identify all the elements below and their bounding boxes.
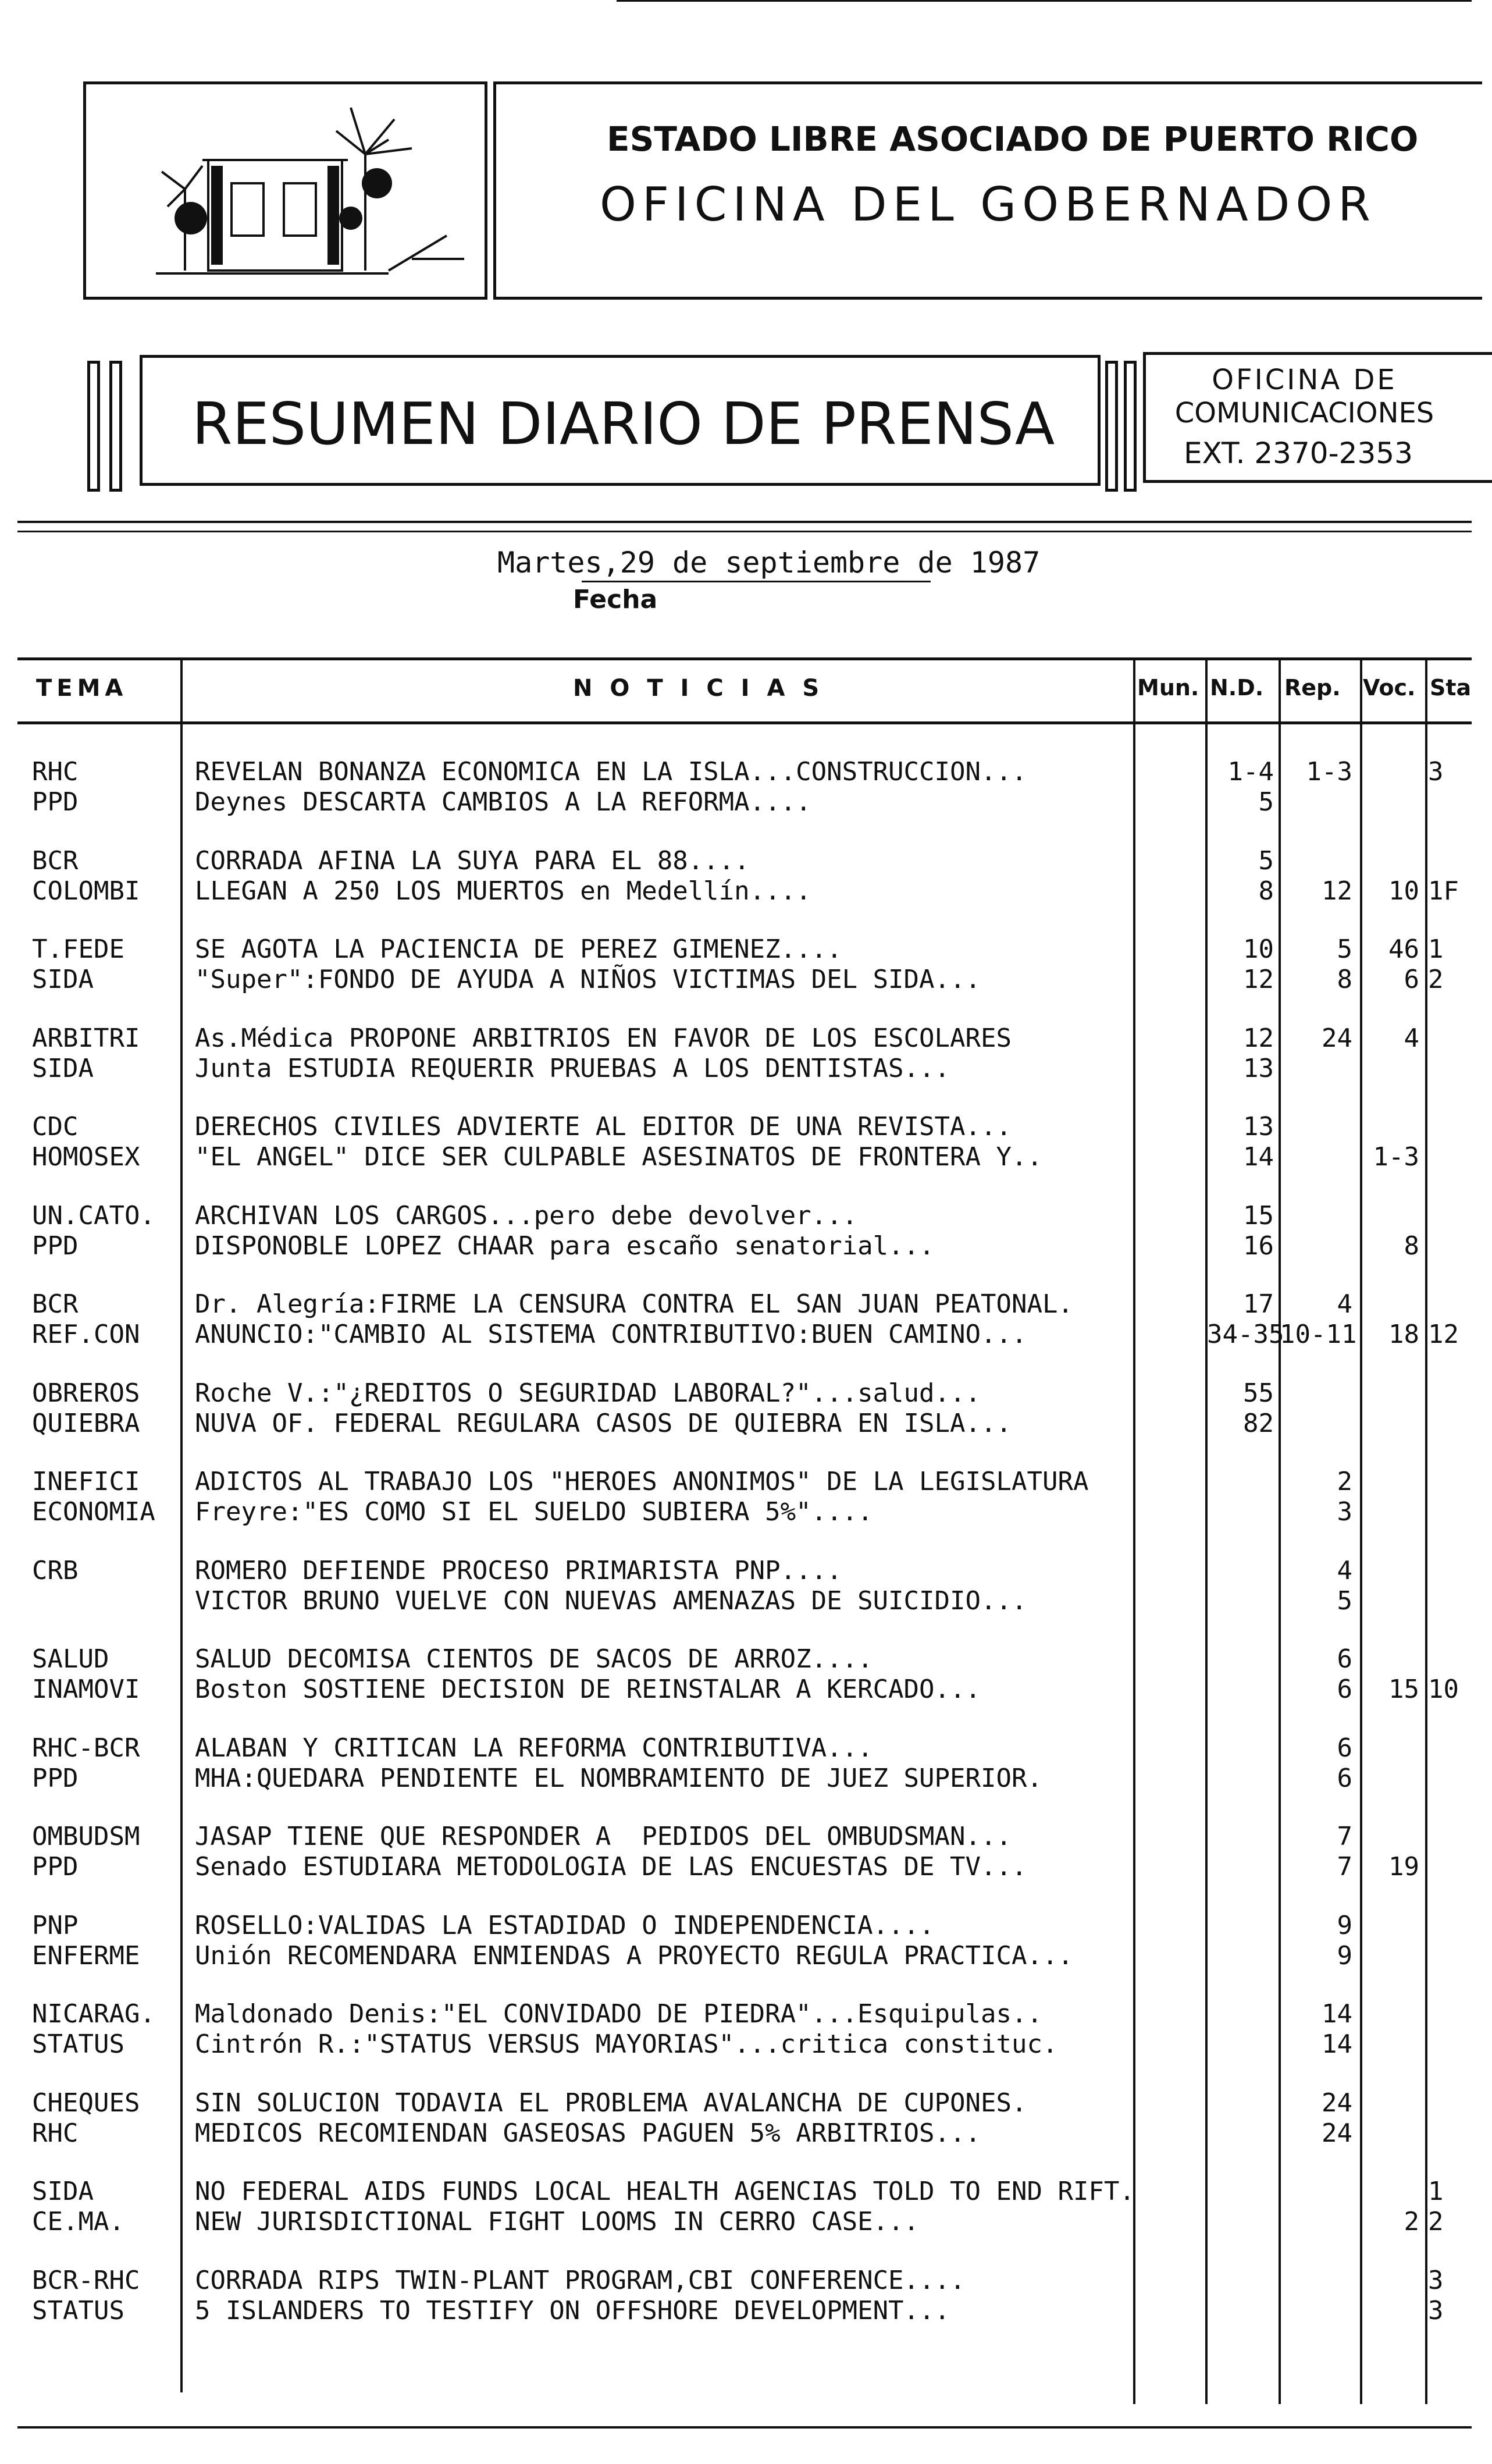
cell-noticia: Senado ESTUDIARA METODOLOGIA DE LAS ENCUESTAS DE TV... [195,1852,1027,1882]
cell-tema: CHEQUES [32,2088,140,2118]
cell-noticia: Maldonado Denis:"EL CONVIDADO DE PIEDRA"...Esquipulas.. [195,1999,1042,2029]
cell-tema: RHC [32,757,79,787]
cell-rep: 12 [1322,876,1352,906]
cell-tema: SIDA [32,2177,94,2206]
cell-nd: 12 [1243,965,1274,994]
cell-sta: 1F [1428,876,1459,906]
cell-noticia: Cintrón R.:"STATUS VERSUS MAYORIAS"...critica constituc. [195,2029,1058,2059]
cell-noticia: NEW JURISDICTIONAL FIGHT LOOMS IN CERRO CASE... [195,2207,920,2237]
cell-rep: 6 [1337,1644,1352,1674]
cell-noticia: NUVA OF. FEDERAL REGULARA CASOS DE QUIEBRA EN ISLA... [195,1409,1012,1438]
cell-noticia: DISPONOBLE LOPEZ CHAAR para escaño senatorial... [195,1231,935,1261]
cell-noticia: CORRADA RIPS TWIN-PLANT PROGRAM,CBI CONFERENCE.... [195,2266,966,2295]
cell-tema: NICARAG. [32,1999,155,2029]
header-voc: Voc. [1363,675,1416,701]
cell-tema: CRB [32,1556,79,1585]
cell-tema: CE.MA. [32,2207,124,2237]
cell-noticia: ANUNCIO:"CAMBIO AL SISTEMA CONTRIBUTIVO:BUEN CAMINO... [195,1320,1027,1349]
cell-noticia: ALABAN Y CRITICAN LA REFORMA CONTRIBUTIVA... [195,1733,873,1763]
cell-noticia: REVELAN BONANZA ECONOMICA EN LA ISLA...CONSTRUCCION... [195,757,1027,787]
cell-noticia: Freyre:"ES COMO SI EL SUELDO SUBIERA 5%".... [195,1497,873,1527]
cell-nd: 8 [1258,876,1274,906]
cell-noticia: SE AGOTA LA PACIENCIA DE PEREZ GIMENEZ.... [195,934,842,964]
cell-noticia: 5 ISLANDERS TO TESTIFY ON OFFSHORE DEVELOPMENT... [195,2296,950,2326]
cell-tema: HOMOSEX [32,1142,140,1172]
cell-nd: 12 [1243,1023,1274,1053]
cell-tema: PNP [32,1911,79,1940]
cell-noticia: SIN SOLUCION TODAVIA EL PROBLEMA AVALANCHA DE CUPONES. [195,2088,1027,2118]
cell-rep: 8 [1337,965,1352,994]
cell-noticia: Dr. Alegría:FIRME LA CENSURA CONTRA EL SAN JUAN PEATONAL. [195,1289,1073,1319]
cell-tema: BCR [32,1289,79,1319]
cell-voc: 2 [1404,2207,1419,2237]
cell-tema: SIDA [32,1054,94,1083]
cell-sta: 3 [1428,757,1444,787]
cell-sta: 3 [1428,2266,1444,2295]
cell-tema: BCR-RHC [32,2266,140,2295]
cell-rep: 7 [1337,1822,1352,1851]
cell-rep: 14 [1322,2029,1352,2059]
comms-line1: OFICINA DE [1212,364,1397,396]
state-name: ESTADO LIBRE ASOCIADO DE PUERTO RICO [607,119,1419,159]
cell-tema: UN.CATO. [32,1201,155,1231]
cell-tema: PPD [32,1852,79,1882]
cell-tema: ENFERME [32,1941,140,1971]
cell-tema: ARBITRI [32,1023,140,1053]
banner-title: RESUMEN DIARIO DE PRENSA [192,390,1055,458]
cell-tema: QUIEBRA [32,1409,140,1438]
cell-noticia: "Super":FONDO DE AYUDA A NIÑOS VICTIMAS DEL SIDA... [195,965,981,994]
cell-nd: 5 [1258,787,1274,817]
cell-rep: 1-3 [1306,757,1352,787]
cell-noticia: Boston SOSTIENE DECISION DE REINSTALAR A KERCADO... [195,1674,981,1704]
cell-rep: 10-11 [1280,1320,1357,1349]
cell-noticia: ROSELLO:VALIDAS LA ESTADIDAD O INDEPENDENCIA.... [195,1911,935,1940]
cell-nd: 1-4 [1227,757,1274,787]
cell-noticia: Roche V.:"¿REDITOS O SEGURIDAD LABORAL?"...salud... [195,1378,981,1408]
cell-rep: 2 [1337,1467,1352,1496]
cell-noticia: ADICTOS AL TRABAJO LOS "HEROES ANONIMOS" DE LA LEGISLATURA [195,1467,1089,1496]
cell-tema: PPD [32,787,79,817]
cell-rep: 6 [1337,1733,1352,1763]
cell-noticia: MEDICOS RECOMIENDAN GASEOSAS PAGUEN 5% ARBITRIOS... [195,2118,981,2148]
cell-tema: BCR [32,846,79,876]
cell-rep: 3 [1337,1497,1352,1527]
cell-voc: 10 [1388,876,1419,906]
cell-sta: 10 [1428,1674,1459,1704]
cell-noticia: DERECHOS CIVILES ADVIERTE AL EDITOR DE UNA REVISTA... [195,1112,1012,1142]
cell-nd: 16 [1243,1231,1274,1261]
cell-tema: INAMOVI [32,1674,140,1704]
cell-noticia: ROMERO DEFIENDE PROCESO PRIMARISTA PNP.... [195,1556,842,1585]
cell-nd: 13 [1243,1054,1274,1083]
cell-noticia: VICTOR BRUNO VUELVE CON NUEVAS AMENAZAS DE SUICIDIO... [195,1586,1027,1616]
cell-tema: PPD [32,1763,79,1793]
cell-nd: 5 [1258,846,1274,876]
cell-rep: 14 [1322,1999,1352,2029]
cell-rep: 24 [1322,1023,1352,1053]
cell-noticia: LLEGAN A 250 LOS MUERTOS en Medellín.... [195,876,811,906]
cell-rep: 24 [1322,2088,1352,2118]
cell-sta: 2 [1428,965,1444,994]
cell-sta: 2 [1428,2207,1444,2237]
cell-noticia: "EL ANGEL" DICE SER CULPABLE ASESINATOS DE FRONTERA Y.. [195,1142,1042,1172]
comms-extension: EXT. 2370-2353 [1184,436,1413,470]
cell-rep: 4 [1337,1556,1352,1585]
cell-sta: 3 [1428,2296,1444,2326]
cell-voc: 8 [1404,1231,1419,1261]
cell-voc: 19 [1388,1852,1419,1882]
cell-nd: 13 [1243,1112,1274,1142]
cell-tema: CDC [32,1112,79,1142]
cell-rep: 9 [1337,1941,1352,1971]
cell-voc: 4 [1404,1023,1419,1053]
cell-sta: 1 [1428,934,1444,964]
cell-tema: ECONOMIA [32,1497,155,1527]
cell-noticia: MHA:QUEDARA PENDIENTE EL NOMBRAMIENTO DE JUEZ SUPERIOR. [195,1763,1042,1793]
cell-nd: 14 [1243,1142,1274,1172]
cell-rep: 7 [1337,1852,1352,1882]
cell-tema: SIDA [32,965,94,994]
cell-noticia: As.Médica PROPONE ARBITRIOS EN FAVOR DE LOS ESCOLARES [195,1023,1012,1053]
cell-rep: 6 [1337,1763,1352,1793]
cell-noticia: NO FEDERAL AIDS FUNDS LOCAL HEALTH AGENCIAS TOLD TO END RIFT. [195,2177,1135,2206]
cell-rep: 6 [1337,1674,1352,1704]
cell-noticia: Unión RECOMENDARA ENMIENDAS A PROYECTO REGULA PRACTICA... [195,1941,1073,1971]
comms-line2: COMUNICACIONES [1174,397,1434,429]
header-tema: TEMA [36,675,128,702]
cell-rep: 5 [1337,934,1352,964]
cell-voc: 6 [1404,965,1419,994]
cell-voc: 1-3 [1373,1142,1419,1172]
cell-rep: 24 [1322,2118,1352,2148]
cell-nd: 10 [1243,934,1274,964]
cell-nd: 55 [1243,1378,1274,1408]
cell-nd: 17 [1243,1289,1274,1319]
cell-tema: RHC-BCR [32,1733,140,1763]
header-nd: N.D. [1210,675,1264,701]
cell-nd: 82 [1243,1409,1274,1438]
cell-tema: RHC [32,2118,79,2148]
cell-tema: T.FEDE [32,934,124,964]
header-sta: Sta [1430,675,1472,701]
cell-nd: 15 [1243,1201,1274,1231]
office-name: OFICINA DEL GOBERNADOR [600,177,1376,232]
cell-rep: 9 [1337,1911,1352,1940]
cell-sta: 1 [1428,2177,1444,2206]
cell-noticia: JASAP TIENE QUE RESPONDER A PEDIDOS DEL OMBUDSMAN... [195,1822,1012,1851]
cell-noticia: SALUD DECOMISA CIENTOS DE SACOS DE ARROZ.... [195,1644,873,1674]
cell-rep: 4 [1337,1289,1352,1319]
header-rep: Rep. [1284,675,1341,701]
cell-tema: OMBUDSM [32,1822,140,1851]
date-label: Fecha [573,585,658,614]
cell-tema: COLOMBI [32,876,140,906]
cell-sta: 12 [1428,1320,1459,1349]
cell-tema: REF.CON [32,1320,140,1349]
cell-tema: INEFICI [32,1467,140,1496]
cell-voc: 15 [1388,1674,1419,1704]
cell-tema: PPD [32,1231,79,1261]
cell-noticia: Junta ESTUDIA REQUERIR PRUEBAS A LOS DENTISTAS... [195,1054,950,1083]
cell-tema: STATUS [32,2296,124,2326]
header-noticias: N O T I C I A S [573,675,824,702]
cell-rep: 5 [1337,1586,1352,1616]
date-value: Martes,29 de septiembre de 1987 [497,546,1041,579]
cell-voc: 46 [1388,934,1419,964]
cell-tema: SALUD [32,1644,109,1674]
cell-noticia: CORRADA AFINA LA SUYA PARA EL 88.... [195,846,750,876]
cell-noticia: Deynes DESCARTA CAMBIOS A LA REFORMA.... [195,787,811,817]
header-mun: Mun. [1137,675,1199,701]
cell-tema: STATUS [32,2029,124,2059]
cell-tema: OBREROS [32,1378,140,1408]
cell-voc: 18 [1388,1320,1419,1349]
cell-nd: 34-35 [1207,1320,1284,1349]
cell-noticia: ARCHIVAN LOS CARGOS...pero debe devolver... [195,1201,858,1231]
